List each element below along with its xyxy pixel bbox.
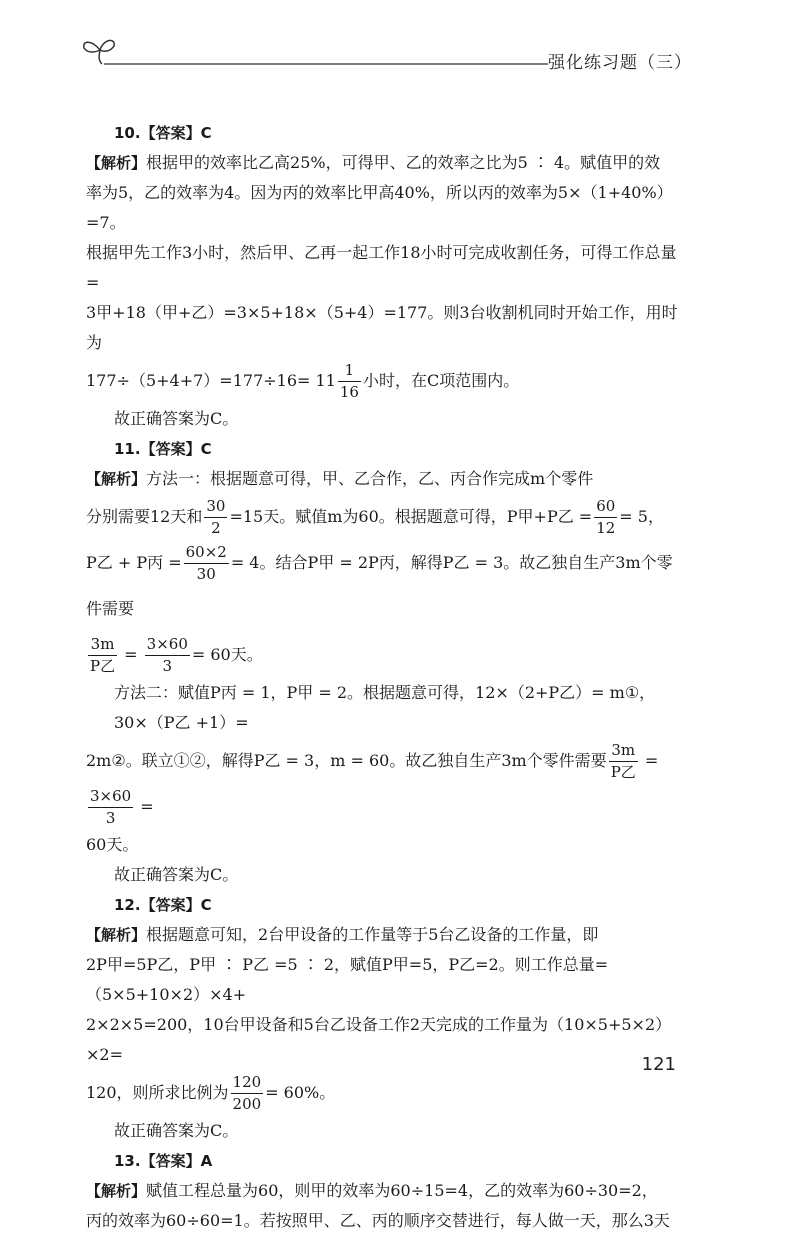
q11-fraction-6: 3m P乙 xyxy=(610,741,636,781)
q13-answer: 13.【答案】A xyxy=(114,1152,213,1170)
q12-text-2: 2P甲=5P乙，P甲 ∶ P乙 =5 ∶ 2，赋值P甲=5，P乙=2。则工作总量=（5×5+10×2）×4+ xyxy=(86,955,609,1004)
q12-line-4: 120，则所求比例为 $\frac{120}{200}$ = 60%。 xyxy=(86,1073,336,1113)
q10-fraction: $\frac{1}{16}$ xyxy=(339,361,359,401)
q11-fraction-5: $\frac{3\times 60}{3}$ xyxy=(146,635,188,675)
header-rule xyxy=(0,0,800,90)
q10-text-2: 率为5，乙的效率为4。因为丙的效率比甲高40%，所以丙的效率为5×（1+40%）=7。 xyxy=(86,183,673,232)
q12-answer: 12.【答案】C xyxy=(114,896,212,914)
q13-line-1: 【解析】赋值工程总量为60，则甲的效率为60÷15=4，乙的效率为60÷30=2， xyxy=(86,1181,658,1200)
q12-analysis-label: 【解析】 xyxy=(86,926,147,944)
q11-conclusion: 故正确答案为C。 xyxy=(114,865,239,884)
q11-line-4: 3m P乙 = $\frac{3\times 60}{3}$ = 60天。 xyxy=(90,635,263,675)
sprout-icon xyxy=(84,40,114,64)
page-number: 121 xyxy=(641,1054,676,1075)
q12-text-3: 2×2×5=200，10台甲设备和5台乙设备工作2天完成的工作量为（10×5+5×2）×2= xyxy=(86,1015,672,1064)
q11-fraction-2: $\frac{60}{12}$ xyxy=(596,497,616,537)
page-header xyxy=(0,0,800,90)
header-title: 强化练习题（三） xyxy=(548,53,692,73)
q11-fraction-7: $\frac{3\times 60}{3}$ xyxy=(90,787,132,827)
q10-text-1: 根据甲的效率比乙高25%，可得甲、乙的效率之比为5 ∶ 4。赋值甲的效 xyxy=(146,153,661,172)
q11-fraction-1: $\frac{30}{2}$ xyxy=(206,497,226,537)
q10-line-5 xyxy=(86,358,686,404)
q11-text-1: 方法一：根据题意可得，甲、乙合作，乙、丙合作完成m个零件 xyxy=(146,469,594,488)
q11-answer: 11.【答案】C xyxy=(114,440,212,458)
q13-text-2: 丙的效率为60÷60=1。若按照甲、乙、丙的顺序交替进行，每人做一天，那么3天 xyxy=(86,1211,670,1230)
q11-fraction-3: $\frac{60\times 2}{30}$ xyxy=(185,543,227,583)
q10-line xyxy=(86,148,686,178)
q10-analysis-label: 【解析】 xyxy=(86,154,147,172)
q12-line-1: 【解析】根据题意可知，2台甲设备的工作量等于5台乙设备的工作量，即 xyxy=(86,925,599,944)
q11-method2-line-3: 60天。 xyxy=(86,835,139,854)
answer-content xyxy=(86,118,686,1236)
q12-conclusion: 故正确答案为C。 xyxy=(114,1121,239,1140)
q13-analysis-label: 【解析】 xyxy=(86,1182,147,1200)
q11-fraction-4: 3m P乙 xyxy=(90,635,116,675)
q10-text-4: 3甲+18（甲+乙）=3×5+18×（5+4）=177。则3台收割机同时开始工作，用时为 xyxy=(86,303,678,352)
q11-line-3: P乙 + P丙 = $\frac{60\times 2}{30}$ = 4。结合P甲 = 2P丙，解得P乙 = 3。故乙独自生产3m个零件需要 xyxy=(86,543,673,618)
q10-text-3: 根据甲先工作3小时，然后甲、乙再一起工作18小时可完成收割任务，可得工作总量= xyxy=(86,243,677,292)
q10-text-5a: 177÷（5+4+7）=177÷16= 11 xyxy=(86,371,336,390)
q11-line-2: 分别需要12天和 $\frac{30}{2}$ =15天。赋值m为60。根据题意可得，P甲+P乙 = $\frac{60}{12}$ = 5， xyxy=(86,497,664,537)
q10-answer: 10.【答案】C xyxy=(114,124,212,142)
q11-line-1 xyxy=(86,464,686,494)
q10-text-5b: 小时，在C项范围内。 xyxy=(362,371,520,390)
q11-method2-line-2: 2m②。联立①②，解得P乙 = 3，m = 60。故乙独自生产3m个零件需要 3m P乙 = $\frac{3\times 60}{3}$ = xyxy=(86,741,659,827)
q11-method2-line-1: 方法二：赋值P丙 = 1，P甲 = 2。根据题意可得，12×（2+P乙）= m①，30×（P乙 +1）= xyxy=(114,683,656,732)
q10-conclusion: 故正确答案为C。 xyxy=(114,409,239,428)
q11-analysis-label: 【解析】 xyxy=(86,470,147,488)
q12-fraction: $\frac{120}{200}$ xyxy=(232,1073,262,1113)
